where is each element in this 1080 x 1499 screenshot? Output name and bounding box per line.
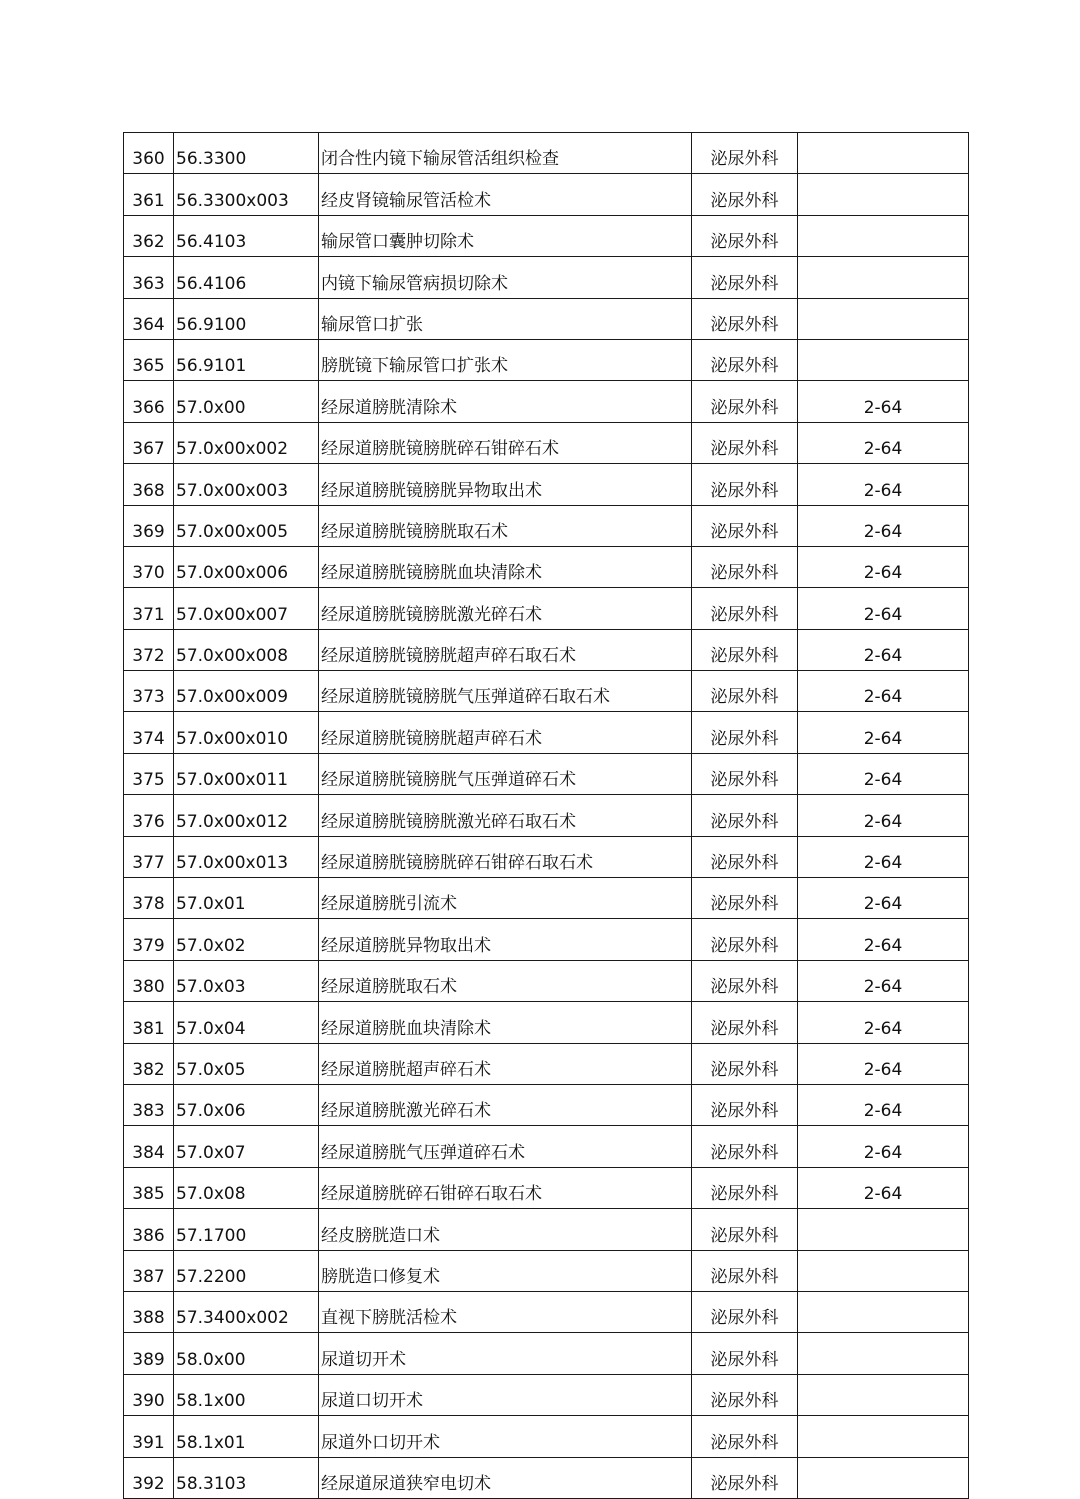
row-number-cell: 367	[124, 422, 174, 463]
procedure-table	[123, 132, 969, 1499]
reference-cell	[798, 1333, 969, 1374]
procedure-code-cell: 56.9100	[174, 298, 319, 339]
procedure-name-cell: 闭合性内镜下输尿管活组织检查	[319, 133, 692, 174]
reference-cell: 2-64	[798, 588, 969, 629]
procedure-name-cell: 尿道切开术	[319, 1333, 692, 1374]
row-number-cell: 360	[124, 133, 174, 174]
table-row	[124, 1457, 969, 1498]
row-number-cell: 389	[124, 1333, 174, 1374]
procedure-code-cell: 57.2200	[174, 1250, 319, 1291]
procedure-code-cell: 57.0x00x003	[174, 464, 319, 505]
reference-cell	[798, 298, 969, 339]
reference-cell	[798, 1250, 969, 1291]
row-number-cell: 378	[124, 878, 174, 919]
table-row	[124, 878, 969, 919]
row-number-cell: 383	[124, 1084, 174, 1125]
row-number-cell: 372	[124, 629, 174, 670]
procedure-name-cell: 经尿道膀胱镜膀胱气压弹道碎石取石术	[319, 671, 692, 712]
procedure-code-cell: 56.3300x003	[174, 174, 319, 215]
department-cell: 泌尿外科	[692, 1333, 798, 1374]
procedure-code-cell: 57.3400x002	[174, 1291, 319, 1332]
procedure-code-cell: 57.0x00	[174, 381, 319, 422]
table-row	[124, 133, 969, 174]
row-number-cell: 368	[124, 464, 174, 505]
department-cell: 泌尿外科	[692, 712, 798, 753]
procedure-code-cell: 56.4103	[174, 215, 319, 256]
procedure-code-cell: 57.0x00x005	[174, 505, 319, 546]
reference-cell	[798, 133, 969, 174]
row-number-cell: 370	[124, 546, 174, 587]
procedure-code-cell: 57.0x00x012	[174, 795, 319, 836]
procedure-code-cell: 57.0x04	[174, 1002, 319, 1043]
procedure-code-cell: 57.0x00x002	[174, 422, 319, 463]
reference-cell	[798, 339, 969, 380]
procedure-code-cell: 57.1700	[174, 1209, 319, 1250]
department-cell: 泌尿外科	[692, 960, 798, 1001]
department-cell: 泌尿外科	[692, 339, 798, 380]
procedure-code-cell: 57.0x07	[174, 1126, 319, 1167]
procedure-name-cell: 经尿道膀胱引流术	[319, 878, 692, 919]
table-row	[124, 836, 969, 877]
procedure-name-cell: 经尿道膀胱镜膀胱取石术	[319, 505, 692, 546]
department-cell: 泌尿外科	[692, 1167, 798, 1208]
row-number-cell: 391	[124, 1416, 174, 1457]
table-row	[124, 1374, 969, 1415]
procedure-table-body	[124, 133, 969, 1499]
table-row	[124, 464, 969, 505]
department-cell: 泌尿外科	[692, 505, 798, 546]
department-cell: 泌尿外科	[692, 836, 798, 877]
reference-cell	[798, 1374, 969, 1415]
row-number-cell: 384	[124, 1126, 174, 1167]
procedure-code-cell: 58.0x00	[174, 1333, 319, 1374]
procedure-code-cell: 57.0x00x010	[174, 712, 319, 753]
department-cell: 泌尿外科	[692, 298, 798, 339]
department-cell: 泌尿外科	[692, 671, 798, 712]
procedure-code-cell: 57.0x00x007	[174, 588, 319, 629]
table-row	[124, 505, 969, 546]
table-row	[124, 1416, 969, 1457]
department-cell: 泌尿外科	[692, 878, 798, 919]
row-number-cell: 369	[124, 505, 174, 546]
procedure-name-cell: 经尿道膀胱镜膀胱血块清除术	[319, 546, 692, 587]
table-row	[124, 795, 969, 836]
reference-cell: 2-64	[798, 878, 969, 919]
procedure-name-cell: 经尿道膀胱镜膀胱激光碎石术	[319, 588, 692, 629]
reference-cell: 2-64	[798, 422, 969, 463]
procedure-code-cell: 57.0x08	[174, 1167, 319, 1208]
procedure-code-cell: 57.0x00x013	[174, 836, 319, 877]
row-number-cell: 371	[124, 588, 174, 629]
row-number-cell: 386	[124, 1209, 174, 1250]
department-cell: 泌尿外科	[692, 1374, 798, 1415]
procedure-code-cell: 56.4106	[174, 257, 319, 298]
procedure-name-cell: 内镜下输尿管病损切除术	[319, 257, 692, 298]
procedure-code-cell: 58.1x01	[174, 1416, 319, 1457]
procedure-name-cell: 尿道外口切开术	[319, 1416, 692, 1457]
procedure-name-cell: 经皮膀胱造口术	[319, 1209, 692, 1250]
reference-cell	[798, 1457, 969, 1498]
department-cell: 泌尿外科	[692, 1250, 798, 1291]
procedure-name-cell: 直视下膀胱活检术	[319, 1291, 692, 1332]
procedure-code-cell: 57.0x00x006	[174, 546, 319, 587]
procedure-name-cell: 经尿道膀胱取石术	[319, 960, 692, 1001]
table-row	[124, 546, 969, 587]
row-number-cell: 385	[124, 1167, 174, 1208]
table-row	[124, 588, 969, 629]
reference-cell	[798, 257, 969, 298]
table-row	[124, 1126, 969, 1167]
row-number-cell: 364	[124, 298, 174, 339]
row-number-cell: 376	[124, 795, 174, 836]
procedure-code-cell: 56.9101	[174, 339, 319, 380]
department-cell: 泌尿外科	[692, 133, 798, 174]
table-row	[124, 753, 969, 794]
procedure-name-cell: 经尿道膀胱碎石钳碎石取石术	[319, 1167, 692, 1208]
table-row	[124, 1043, 969, 1084]
department-cell: 泌尿外科	[692, 1291, 798, 1332]
row-number-cell: 381	[124, 1002, 174, 1043]
department-cell: 泌尿外科	[692, 629, 798, 670]
reference-cell	[798, 1291, 969, 1332]
procedure-name-cell: 输尿管口扩张	[319, 298, 692, 339]
department-cell: 泌尿外科	[692, 464, 798, 505]
table-row	[124, 1084, 969, 1125]
row-number-cell: 365	[124, 339, 174, 380]
procedure-code-cell: 57.0x00x011	[174, 753, 319, 794]
procedure-code-cell: 57.0x03	[174, 960, 319, 1001]
procedure-name-cell: 尿道口切开术	[319, 1374, 692, 1415]
department-cell: 泌尿外科	[692, 546, 798, 587]
department-cell: 泌尿外科	[692, 257, 798, 298]
reference-cell: 2-64	[798, 464, 969, 505]
table-row	[124, 629, 969, 670]
procedure-name-cell: 经尿道膀胱镜膀胱激光碎石取石术	[319, 795, 692, 836]
procedure-name-cell: 经尿道膀胱镜膀胱异物取出术	[319, 464, 692, 505]
procedure-name-cell: 经尿道膀胱镜膀胱超声碎石取石术	[319, 629, 692, 670]
reference-cell: 2-64	[798, 1084, 969, 1125]
procedure-name-cell: 经尿道膀胱镜膀胱碎石钳碎石术	[319, 422, 692, 463]
row-number-cell: 388	[124, 1291, 174, 1332]
reference-cell: 2-64	[798, 1043, 969, 1084]
table-row	[124, 1333, 969, 1374]
row-number-cell: 379	[124, 919, 174, 960]
table-row	[124, 671, 969, 712]
reference-cell: 2-64	[798, 505, 969, 546]
row-number-cell: 377	[124, 836, 174, 877]
procedure-name-cell: 经尿道膀胱镜膀胱超声碎石术	[319, 712, 692, 753]
department-cell: 泌尿外科	[692, 1457, 798, 1498]
reference-cell: 2-64	[798, 753, 969, 794]
table-row	[124, 1002, 969, 1043]
reference-cell: 2-64	[798, 836, 969, 877]
procedure-name-cell: 经尿道膀胱镜膀胱碎石钳碎石取石术	[319, 836, 692, 877]
reference-cell: 2-64	[798, 1126, 969, 1167]
procedure-name-cell: 输尿管口囊肿切除术	[319, 215, 692, 256]
procedure-code-cell: 57.0x06	[174, 1084, 319, 1125]
table-row	[124, 1167, 969, 1208]
department-cell: 泌尿外科	[692, 1209, 798, 1250]
department-cell: 泌尿外科	[692, 1084, 798, 1125]
table-row	[124, 1209, 969, 1250]
reference-cell: 2-64	[798, 919, 969, 960]
procedure-name-cell: 经尿道膀胱异物取出术	[319, 919, 692, 960]
table-row	[124, 215, 969, 256]
table-row	[124, 960, 969, 1001]
row-number-cell: 390	[124, 1374, 174, 1415]
row-number-cell: 375	[124, 753, 174, 794]
reference-cell: 2-64	[798, 712, 969, 753]
procedure-name-cell: 经尿道膀胱超声碎石术	[319, 1043, 692, 1084]
reference-cell: 2-64	[798, 1167, 969, 1208]
procedure-name-cell: 膀胱镜下输尿管口扩张术	[319, 339, 692, 380]
reference-cell	[798, 1416, 969, 1457]
table-row	[124, 174, 969, 215]
department-cell: 泌尿外科	[692, 1126, 798, 1167]
row-number-cell: 366	[124, 381, 174, 422]
reference-cell	[798, 1209, 969, 1250]
procedure-code-cell: 56.3300	[174, 133, 319, 174]
row-number-cell: 374	[124, 712, 174, 753]
procedure-name-cell: 经尿道膀胱激光碎石术	[319, 1084, 692, 1125]
table-row	[124, 257, 969, 298]
procedure-code-cell: 57.0x02	[174, 919, 319, 960]
procedure-name-cell: 经皮肾镜输尿管活检术	[319, 174, 692, 215]
department-cell: 泌尿外科	[692, 753, 798, 794]
department-cell: 泌尿外科	[692, 381, 798, 422]
reference-cell: 2-64	[798, 629, 969, 670]
row-number-cell: 382	[124, 1043, 174, 1084]
department-cell: 泌尿外科	[692, 215, 798, 256]
procedure-name-cell: 经尿道膀胱清除术	[319, 381, 692, 422]
procedure-name-cell: 经尿道膀胱镜膀胱气压弹道碎石术	[319, 753, 692, 794]
procedure-code-cell: 57.0x01	[174, 878, 319, 919]
procedure-name-cell: 经尿道膀胱气压弹道碎石术	[319, 1126, 692, 1167]
department-cell: 泌尿外科	[692, 795, 798, 836]
reference-cell: 2-64	[798, 546, 969, 587]
procedure-code-cell: 57.0x00x008	[174, 629, 319, 670]
table-row	[124, 919, 969, 960]
department-cell: 泌尿外科	[692, 1416, 798, 1457]
reference-cell: 2-64	[798, 671, 969, 712]
department-cell: 泌尿外科	[692, 919, 798, 960]
table-row	[124, 339, 969, 380]
department-cell: 泌尿外科	[692, 1002, 798, 1043]
row-number-cell: 392	[124, 1457, 174, 1498]
department-cell: 泌尿外科	[692, 588, 798, 629]
department-cell: 泌尿外科	[692, 1043, 798, 1084]
table-row	[124, 712, 969, 753]
procedure-code-cell: 57.0x05	[174, 1043, 319, 1084]
reference-cell: 2-64	[798, 1002, 969, 1043]
table-row	[124, 422, 969, 463]
procedure-name-cell: 经尿道尿道狭窄电切术	[319, 1457, 692, 1498]
row-number-cell: 362	[124, 215, 174, 256]
reference-cell	[798, 174, 969, 215]
reference-cell: 2-64	[798, 795, 969, 836]
row-number-cell: 373	[124, 671, 174, 712]
reference-cell: 2-64	[798, 381, 969, 422]
procedure-code-cell: 58.1x00	[174, 1374, 319, 1415]
department-cell: 泌尿外科	[692, 422, 798, 463]
row-number-cell: 361	[124, 174, 174, 215]
department-cell: 泌尿外科	[692, 174, 798, 215]
reference-cell	[798, 215, 969, 256]
procedure-code-cell: 58.3103	[174, 1457, 319, 1498]
row-number-cell: 363	[124, 257, 174, 298]
procedure-code-cell: 57.0x00x009	[174, 671, 319, 712]
procedure-name-cell: 经尿道膀胱血块清除术	[319, 1002, 692, 1043]
row-number-cell: 387	[124, 1250, 174, 1291]
procedure-name-cell: 膀胱造口修复术	[319, 1250, 692, 1291]
table-row	[124, 1291, 969, 1332]
table-row	[124, 381, 969, 422]
reference-cell: 2-64	[798, 960, 969, 1001]
table-row	[124, 1250, 969, 1291]
row-number-cell: 380	[124, 960, 174, 1001]
table-row	[124, 298, 969, 339]
